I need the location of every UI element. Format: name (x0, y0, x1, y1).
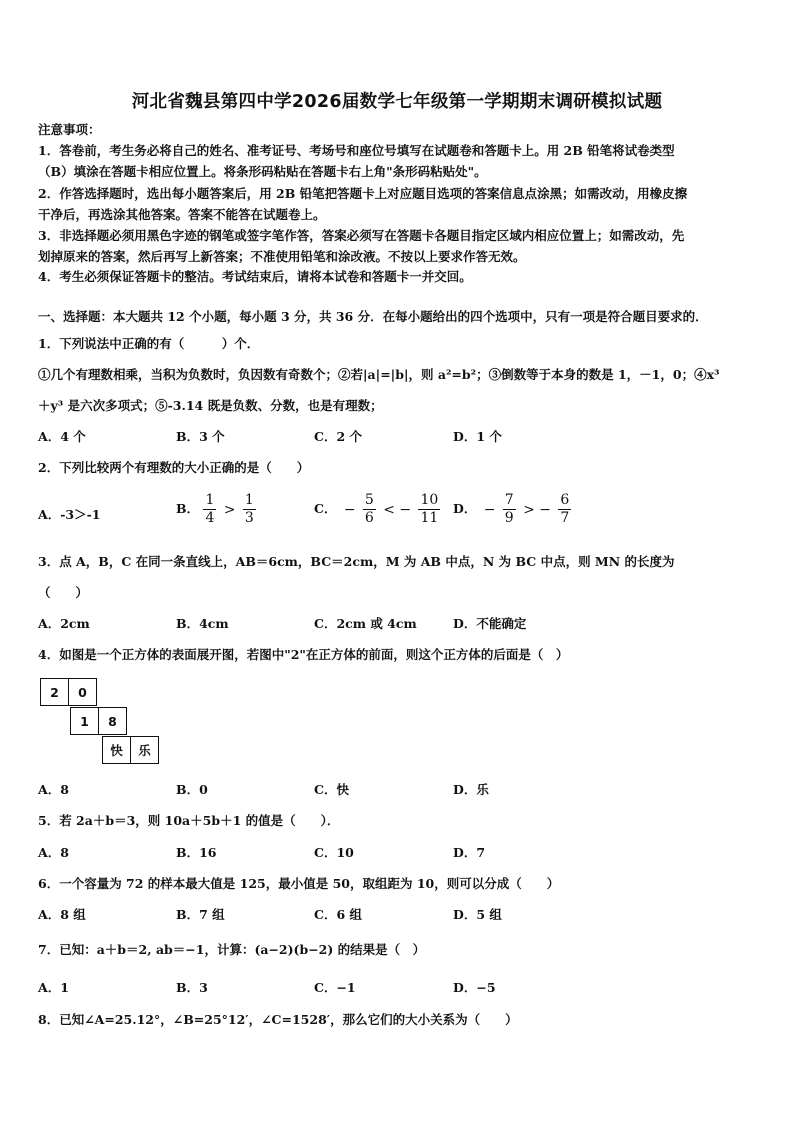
notice-heading: 注意事项： (38, 122, 101, 137)
net-cell-le: 乐 (130, 736, 159, 764)
q5-stem: 5．若 2a＋b＝3，则 10a＋5b＋1 的值是（ ）． (38, 813, 340, 828)
notice-line-4: 干净后，再选涂其他答案。答案不能答在试题卷上。 (38, 207, 326, 222)
q7-option-a: A．1 (38, 980, 69, 995)
q2-c-operator: < − (383, 501, 412, 518)
q4-option-d: D．乐 (453, 782, 489, 797)
q1-body-line-1: ①几个有理数相乘，当积为负数时，负因数有奇数个；②若|a|=|b|，则 a²=b²；③倒数等于本身的数是 1，－1，0；④x³ (38, 367, 720, 382)
q1-option-b: B．3 个 (176, 429, 225, 444)
q3-option-d: D．不能确定 (453, 616, 527, 631)
q1-body-line-2: ＋y³ 是六次多项式；⑤-3.14 既是负数、分数，也是有理数； (38, 398, 383, 413)
notice-line-5: 3．非选择题必须用黑色字迹的钢笔或签字笔作答，答案必须写在答题卡各题目指定区域内相应位置上；如需改动，先 (38, 228, 685, 243)
q2-stem: 2．下列比较两个有理数的大小正确的是（ ） (38, 460, 310, 475)
net-cell-2: 2 (40, 678, 69, 706)
q2-c-fraction-2: $\frac{10}{11}$ (420, 492, 439, 526)
q3-option-a: A．2cm (38, 616, 90, 631)
q3-option-b: B．4cm (176, 616, 229, 631)
q2-b-fraction-2: $\frac{1}{3}$ (244, 492, 254, 526)
notice-line-1: 1．答卷前，考生务必将自己的姓名、准考证号、考场号和座位号填写在试题卷和答题卡上。用 2B 铅笔将试卷类型 (38, 143, 675, 158)
q4-option-b: B．0 (176, 782, 208, 797)
q4-option-a: A．8 (38, 782, 69, 797)
q6-option-c: C．6 组 (314, 907, 362, 922)
q1-option-a: A．4 个 (38, 429, 86, 444)
q5-option-d: D．7 (453, 845, 486, 860)
q2-c-fraction-1: $\frac{5}{6}$ (364, 492, 374, 526)
q7-option-b: B．3 (176, 980, 208, 995)
q6-stem: 6．一个容量为 72 的样本最大值是 125，最小值是 50，取组距为 10，则可以分成（ ） (38, 876, 560, 891)
q6-option-a: A．8 组 (38, 907, 86, 922)
q1-option-d: D．1 个 (453, 429, 502, 444)
notice-line-3: 2．作答选择题时，选出每小题答案后，用 2B 铅笔把答题卡上对应题目选项的答案信息点涂黑；如需改动，用橡皮擦 (38, 186, 688, 201)
page-title: 河北省魏县第四中学2026届数学七年级第一学期期末调研模拟试题 (131, 92, 663, 112)
q7-option-d: D．−5 (453, 980, 496, 995)
q2-b-operator: > (223, 501, 236, 518)
q6-option-d: D．5 组 (453, 907, 502, 922)
q4-stem: 4．如图是一个正方体的表面展开图，若图中"2"在正方体的前面，则这个正方体的后面是（ ） (38, 647, 569, 662)
cube-net-figure (40, 678, 170, 768)
q2-option-d-label: D． (453, 501, 477, 516)
net-cell-1: 1 (70, 707, 99, 735)
net-cell-8: 8 (98, 707, 127, 735)
q4-option-c: C．快 (314, 782, 349, 797)
q2-option-b-label: B． (176, 501, 200, 516)
q3-paren: （ ） (38, 585, 89, 600)
q2-d-fraction-2: $\frac{6}{7}$ (560, 492, 570, 526)
q1-option-c: C．2 个 (314, 429, 362, 444)
notice-line-2: （B）填涂在答题卡相应位置上。将条形码粘贴在答题卡右上角"条形码粘贴处"。 (38, 164, 487, 179)
notice-line-7: 4．考生必须保证答题卡的整洁。考试结束后，请将本试卷和答题卡一并交回。 (38, 269, 472, 284)
q3-option-c: C．2cm 或 4cm (314, 616, 417, 631)
q2-d-fraction-1: $\frac{7}{9}$ (504, 492, 514, 526)
q2-option-c (314, 492, 440, 527)
q2-option-b (176, 492, 256, 527)
q2-d-minus: − (483, 501, 496, 518)
q7-option-c: C．−1 (314, 980, 356, 995)
section-heading: 一、选择题：本大题共 12 个小题，每小题 3 分，共 36 分．在每小题给出的四个选项中，只有一项是符合题目要求的． (38, 309, 708, 324)
notice-line-6: 划掉原来的答案，然后再写上新答案；不准使用铅笔和涂改液。不按以上要求作答无效。 (38, 249, 526, 264)
q2-c-minus: − (343, 501, 356, 518)
q2-d-operator: > − (523, 501, 551, 518)
q3-stem: 3．点 A，B，C 在同一条直线上，AB＝6cm，BC＝2cm，M 为 AB 中点，N 为 BC 中点，则 MN 的长度为 (38, 554, 675, 569)
q2-option-a: A．-3＞-1 (38, 507, 101, 522)
net-cell-0: 0 (68, 678, 97, 706)
q2-option-c-label: C． (314, 501, 337, 516)
q7-stem: 7．已知：a＋b＝2, ab＝−1，计算：(a−2)(b−2) 的结果是（ ） (38, 942, 426, 957)
q1-stem: 1．下列说法中正确的有（ ）个． (38, 336, 260, 351)
q2-b-fraction-1: $\frac{1}{4}$ (205, 492, 215, 526)
q5-option-b: B．16 (176, 845, 217, 860)
q5-option-c: C．10 (314, 845, 354, 860)
q5-option-a: A．8 (38, 845, 69, 860)
q6-option-b: B．7 组 (176, 907, 225, 922)
q2-option-d (453, 492, 571, 527)
net-cell-kuai: 快 (102, 736, 131, 764)
q8-stem: 8．已知∠A=25.12°，∠B=25°12′，∠C=1528′，那么它们的大小关系为（ ） (38, 1012, 518, 1027)
